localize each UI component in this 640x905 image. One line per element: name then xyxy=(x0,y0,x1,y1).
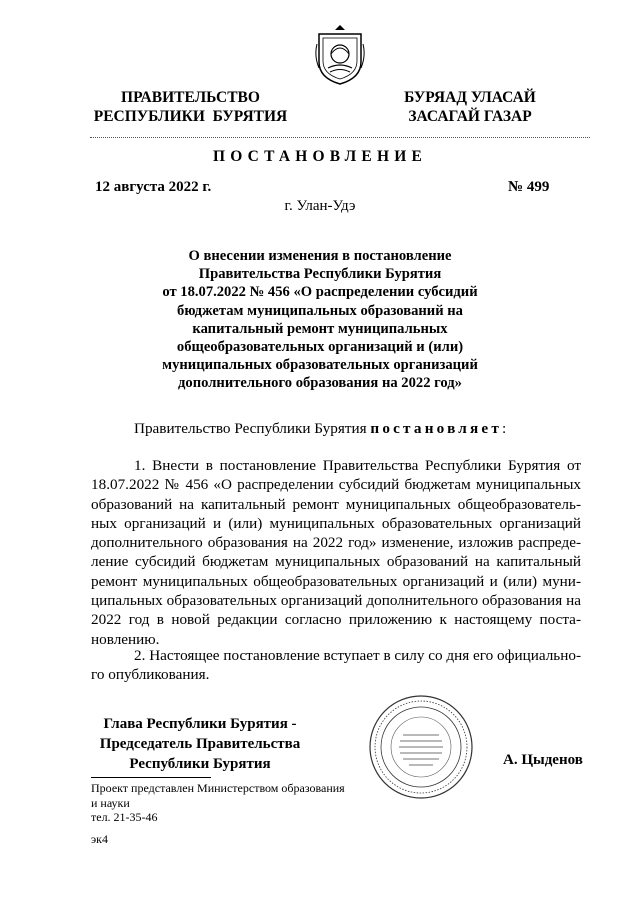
footnote xyxy=(91,781,381,825)
signatory-title-line: Председатель Правительства xyxy=(99,736,301,752)
paragraph-1: 1. Внести в постановление Правительства Республики Бурятия от 18.07.2022 № 456 «О распределении субсидий бюджетам муниципальных образований на капитальный ремонт муниципальных общеобразовательных организаций и (или) муниципальных образовательных организаций дополнительного образования на 2022 год» изменение, изложив распределение субсидий бюджетам муниципальных образований на капитальный ремонт муниципальных общеобразовательных организаций и (или) муниципальных образовательных организаций дополнительного образования на 2022 год в новой редакции согласно приложению к настоящему постановлению. xyxy=(91,457,581,648)
header-divider xyxy=(90,137,590,138)
footnote-line: Проект представлен Министерством образования xyxy=(91,781,345,795)
issuer-line: ЗАСАГАЙ ГАЗАР xyxy=(408,108,532,125)
document-title xyxy=(150,247,490,393)
paragraph-2: 2. Настоящее постановление вступает в силу со дня его официального опубликования. xyxy=(91,647,581,684)
issuer-name-bua xyxy=(395,88,545,126)
decree-word: постановляет xyxy=(370,420,503,437)
title-line: Правительства Республики Бурятия xyxy=(198,266,442,283)
signatory-title-line: Глава Республики Бурятия - xyxy=(103,716,297,732)
preamble xyxy=(134,419,506,438)
issuer-name-ru xyxy=(88,88,293,126)
coat-of-arms-icon xyxy=(313,24,367,86)
title-line: дополнительного образования на 2022 год» xyxy=(178,375,462,392)
issuer-line: ПРАВИТЕЛЬСТВО xyxy=(121,89,260,106)
issuer-line: БУРЯАД УЛАСАЙ xyxy=(404,89,536,106)
document-type: ПОСТАНОВЛЕНИЕ xyxy=(212,148,428,165)
preamble-text: Правительство Республики Бурятия xyxy=(134,420,371,437)
footnote-divider xyxy=(91,777,211,778)
title-line: капитальный ремонт муниципальных xyxy=(192,320,448,337)
signatory-title xyxy=(90,714,310,774)
preamble-colon: : xyxy=(502,420,507,437)
title-line: О внесении изменения в постановление xyxy=(188,248,452,264)
document-city: г. Улан-Удэ xyxy=(284,198,356,214)
footnote-line: тел. 21-35-46 xyxy=(91,810,158,824)
title-line: муниципальных образовательных организаций xyxy=(162,357,478,374)
issuer-line: РЕСПУБЛИКИ БУРЯТИЯ xyxy=(93,108,288,125)
title-line: бюджетам муниципальных образований на xyxy=(177,302,463,319)
signatory-name: А. Цыденов xyxy=(503,752,583,768)
signatory-title-line: Республики Бурятия xyxy=(129,756,271,772)
executor-code: эк4 xyxy=(91,832,108,846)
footnote-line: и науки xyxy=(91,795,130,810)
round-stamp-icon xyxy=(367,693,475,801)
title-line: общеобразовательных организаций и (или) xyxy=(176,339,464,356)
document-number: № 499 xyxy=(508,179,550,195)
title-line: от 18.07.2022 № 456 «О распределении субсидий xyxy=(162,284,478,301)
document-date: 12 августа 2022 г. xyxy=(95,179,212,195)
